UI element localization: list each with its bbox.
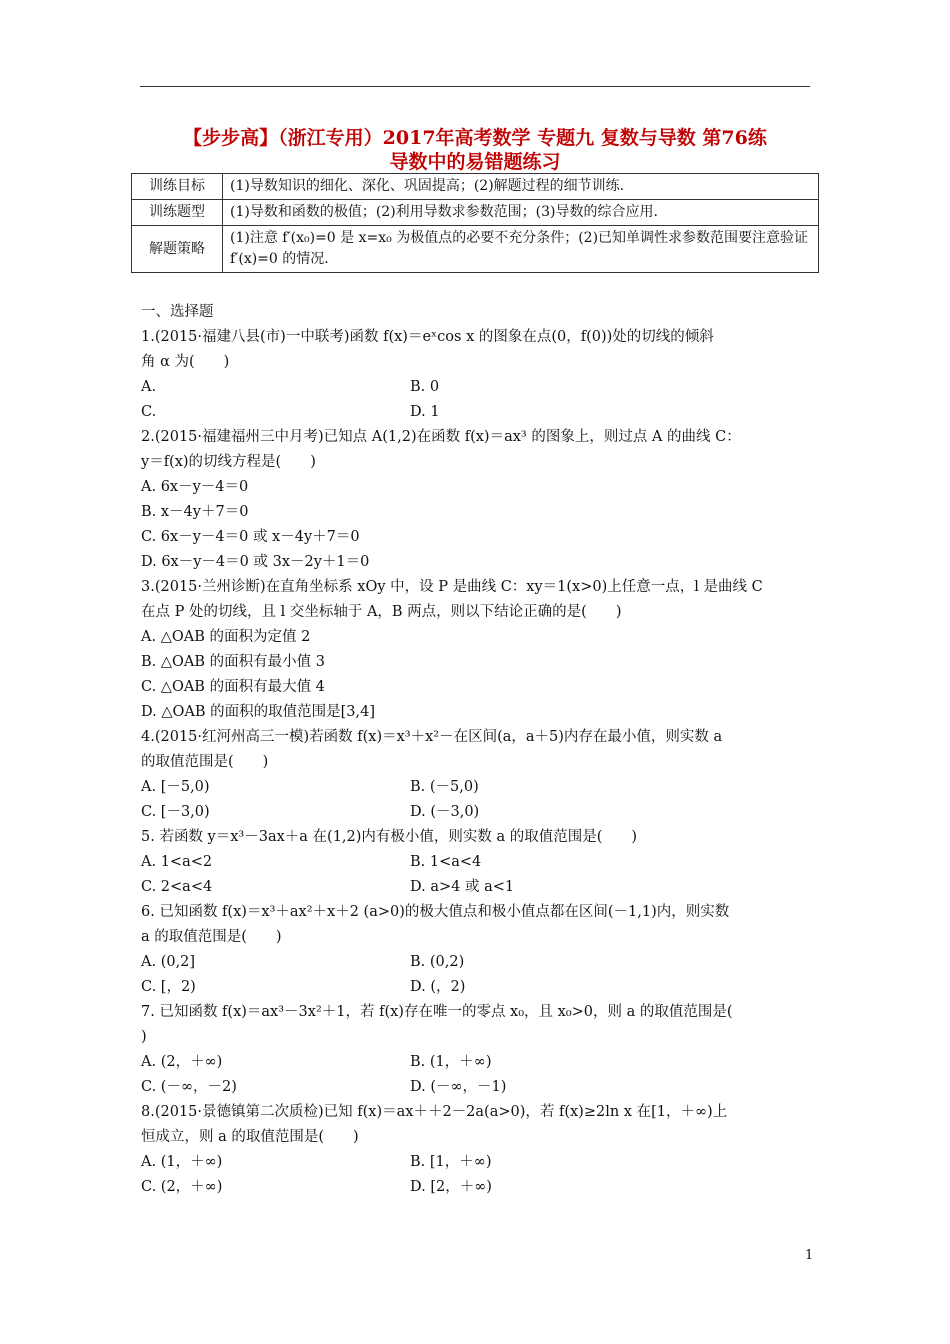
option-line: B. [1，＋∞)	[410, 1154, 492, 1170]
option-line: A. (0,2]	[141, 954, 196, 970]
question-line: 7. 已知函数 f(x)＝ax³－3x²＋1，若 f(x)存在唯一的零点 x₀，且 x₀>0，则 a 的取值范围是(	[141, 1004, 733, 1020]
question-line: 在点 P 处的切线，且 l 交坐标轴于 A，B 两点，则以下结论正确的是( )	[141, 604, 622, 620]
question-line: 4.(2015·红河州高三一模)若函数 f(x)＝x³＋x²－在区间(a，a＋5)内存在最小值，则实数 a	[141, 729, 723, 745]
training-info-table	[131, 173, 819, 273]
table-row-content: (1)导数和函数的极值；(2)利用导数求参数范围；(3)导数的综合应用.	[223, 200, 819, 226]
option-line: B. (0,2)	[410, 954, 465, 970]
option-line: D. (－3,0)	[410, 804, 480, 820]
option-line: B. x－4y＋7＝0	[141, 504, 249, 520]
option-line: D. 1	[410, 404, 440, 420]
question-line: 的取值范围是( )	[141, 754, 269, 770]
option-line: A. 1<a<2	[141, 854, 213, 870]
option-line: C. 2<a<4	[141, 879, 213, 895]
question-line: y＝f(x)的切线方程是( )	[141, 454, 316, 470]
document-title-line-2: 导数中的易错题练习	[389, 151, 561, 173]
question-line: 1.(2015·福建八县(市)一中联考)函数 f(x)＝eˣcos x 的图象在点(0，f(0))处的切线的倾斜	[141, 329, 714, 345]
option-line: D. △OAB 的面积的取值范围是[3,4]	[141, 704, 375, 720]
option-line: C.	[141, 404, 157, 420]
option-line: D. (－∞，－1)	[410, 1079, 507, 1095]
option-line: B. 0	[410, 379, 440, 395]
document-title-line-1: 【步步高】（浙江专用）2017年高考数学 专题九 复数与导数 第76练	[183, 127, 767, 149]
option-line: A. 6x－y－4＝0	[141, 479, 249, 495]
option-line: D. 6x－y－4＝0 或 3x－2y＋1＝0	[141, 554, 370, 570]
option-line: B. 1<a<4	[410, 854, 482, 870]
option-line: B. (1，＋∞)	[410, 1054, 492, 1070]
table-row	[132, 200, 819, 226]
option-line: A. [－5,0)	[141, 779, 210, 795]
option-line: B. △OAB 的面积有最小值 3	[141, 654, 325, 670]
table-row-content: (1)注意 f′(x₀)=0 是 x=x₀ 为极值点的必要不充分条件；(2)已知单调性求参数范围要注意验证 f′(x)=0 的情况.	[223, 226, 819, 273]
table-row-head: 训练题型	[132, 200, 223, 226]
question-line: 8.(2015·景德镇第二次质检)已知 f(x)＝ax＋＋2－2a(a>0)，若 f(x)≥2ln x 在[1，＋∞)上	[141, 1104, 728, 1120]
option-line: A.	[141, 379, 157, 395]
question-line: 6. 已知函数 f(x)＝x³＋ax²＋x＋2 (a>0)的极大值点和极小值点都在区间(－1,1)内，则实数	[141, 904, 730, 920]
option-line: A. (1，＋∞)	[141, 1154, 223, 1170]
section-heading: 一、选择题	[141, 304, 214, 320]
table-row-head: 解题策略	[132, 226, 223, 273]
question-line: a 的取值范围是( )	[141, 929, 282, 945]
question-line: 恒成立，则 a 的取值范围是( )	[141, 1129, 359, 1145]
option-line: C. (－∞，－2)	[141, 1079, 237, 1095]
option-line: D. a>4 或 a<1	[410, 879, 515, 895]
option-line: C. [，2)	[141, 979, 196, 995]
page-number: 1	[805, 1248, 814, 1263]
question-line: 3.(2015·兰州诊断)在直角坐标系 xOy 中，设 P 是曲线 C：xy＝1(x>0)上任意一点，l 是曲线 C	[141, 579, 763, 595]
table-row	[132, 226, 819, 273]
header-rule	[140, 86, 810, 87]
question-line: 角 α 为( )	[141, 354, 230, 370]
option-line: B. (－5,0)	[410, 779, 479, 795]
question-line: )	[141, 1029, 147, 1045]
option-line: C. △OAB 的面积有最大值 4	[141, 679, 325, 695]
option-line: C. 6x－y－4＝0 或 x－4y＋7＝0	[141, 529, 360, 545]
table-row	[132, 174, 819, 200]
option-line: C. (2，＋∞)	[141, 1179, 223, 1195]
option-line: D. [2，＋∞)	[410, 1179, 492, 1195]
table-row-head: 训练目标	[132, 174, 223, 200]
option-line: A. △OAB 的面积为定值 2	[141, 629, 311, 645]
table-row-content: (1)导数知识的细化、深化、巩固提高；(2)解题过程的细节训练.	[223, 174, 819, 200]
option-line: C. [－3,0)	[141, 804, 210, 820]
option-line: A. (2，＋∞)	[141, 1054, 223, 1070]
question-line: 5. 若函数 y＝x³－3ax＋a 在(1,2)内有极小值，则实数 a 的取值范围是( )	[141, 829, 638, 845]
option-line: D. (，2)	[410, 979, 466, 995]
question-line: 2.(2015·福建福州三中月考)已知点 A(1,2)在函数 f(x)＝ax³ 的图象上，则过点 A 的曲线 C：	[141, 429, 741, 445]
